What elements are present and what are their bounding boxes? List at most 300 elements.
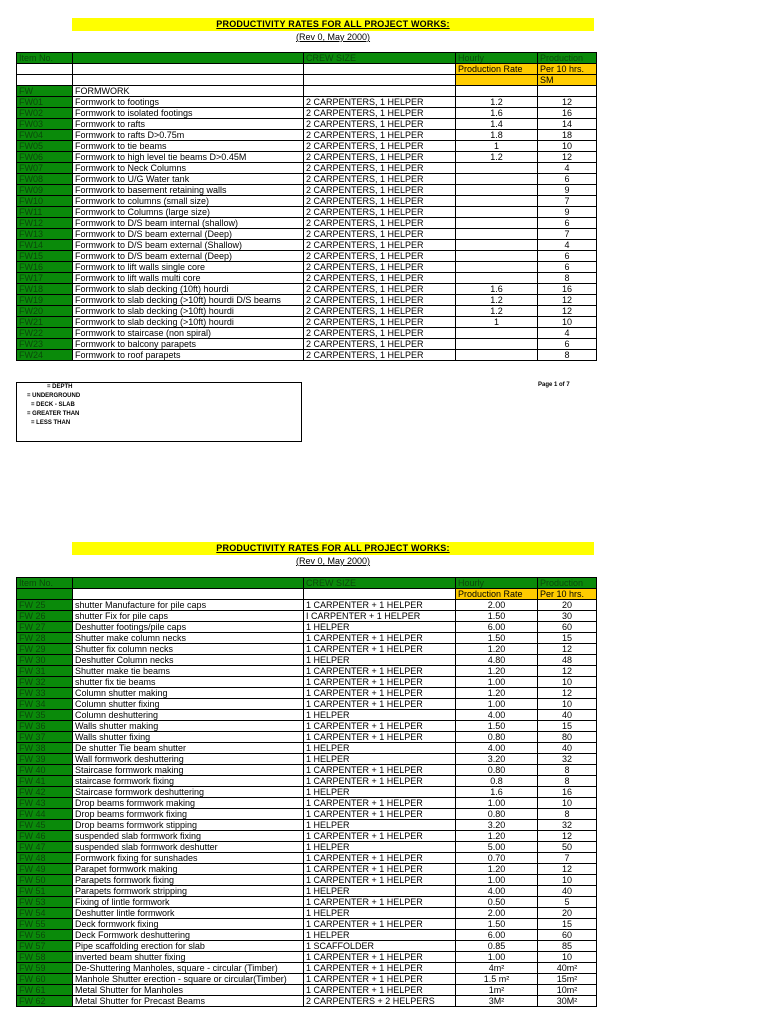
crew-size: 1 CARPENTER + 1 HELPER: [304, 963, 456, 974]
item-code: FW 30: [17, 655, 73, 666]
crew-size: 1 HELPER: [304, 820, 456, 831]
production-per-10-hrs: 10: [538, 677, 597, 688]
item-code: FW 59: [17, 963, 73, 974]
production-per-10-hrs: 8: [538, 273, 597, 284]
crew-size: 2 CARPENTERS, 1 HELPER: [304, 240, 456, 251]
header-item-no: Item No.: [17, 53, 73, 64]
production-per-10-hrs: 9: [538, 185, 597, 196]
table-row: [17, 600, 597, 611]
item-code: FW14: [17, 240, 73, 251]
item-code: FW05: [17, 141, 73, 152]
item-description: Shutter make tie beams: [73, 666, 304, 677]
production-per-10-hrs: 10: [538, 952, 597, 963]
item-description: Parapet formwork making: [73, 864, 304, 875]
header-row-3: [17, 75, 597, 86]
item-code: FW 44: [17, 809, 73, 820]
item-description: Metal Shutter for Manholes: [73, 985, 304, 996]
crew-size: 2 CARPENTERS, 1 HELPER: [304, 317, 456, 328]
item-code: FW 31: [17, 666, 73, 677]
item-description: Drop beams formwork stipping: [73, 820, 304, 831]
table-row: [17, 732, 597, 743]
item-code: FW 37: [17, 732, 73, 743]
item-description: Parapets formwork stripping: [73, 886, 304, 897]
table-row: [17, 174, 597, 185]
crew-size: 1 HELPER: [304, 930, 456, 941]
header-unit: SM: [538, 75, 597, 86]
table-row: [17, 328, 597, 339]
table-row: [17, 240, 597, 251]
hourly-rate: 1m²: [456, 985, 538, 996]
table-row: [17, 710, 597, 721]
production-per-10-hrs: 12: [538, 644, 597, 655]
item-code: FW17: [17, 273, 73, 284]
item-description: Formwork to balcony parapets: [73, 339, 304, 350]
crew-size: 1 CARPENTER + 1 HELPER: [304, 688, 456, 699]
header-production-rate: Production Rate: [456, 589, 538, 600]
crew-size: 1 HELPER: [304, 754, 456, 765]
hourly-rate: [456, 185, 538, 196]
blank-cell: [73, 75, 304, 86]
table-row: [17, 864, 597, 875]
hourly-rate: 1.50: [456, 721, 538, 732]
legend-item: = DEPTH: [47, 384, 73, 390]
item-code: FW01: [17, 97, 73, 108]
hourly-rate: 1: [456, 141, 538, 152]
production-per-10-hrs: 16: [538, 108, 597, 119]
hourly-rate: 6.00: [456, 930, 538, 941]
legend-box: [16, 382, 302, 442]
item-description: shutter fix tie beams: [73, 677, 304, 688]
item-description: Formwork to tie beams: [73, 141, 304, 152]
hourly-rate: 1.6: [456, 787, 538, 798]
blank-cell: [456, 75, 538, 86]
production-per-10-hrs: 8: [538, 350, 597, 361]
header-row-2: [17, 589, 597, 600]
header-description: [73, 53, 304, 64]
crew-size: 1 CARPENTER + 1 HELPER: [304, 952, 456, 963]
item-code: FW 32: [17, 677, 73, 688]
crew-size: 1 CARPENTER + 1 HELPER: [304, 732, 456, 743]
production-per-10-hrs: 32: [538, 754, 597, 765]
hourly-rate: 1.20: [456, 831, 538, 842]
table-row: [17, 644, 597, 655]
production-per-10-hrs: 7: [538, 196, 597, 207]
item-code: FW 34: [17, 699, 73, 710]
item-description: Formwork to D/S beam external (Shallow): [73, 240, 304, 251]
page-title: PRODUCTIVITY RATES FOR ALL PROJECT WORKS:: [72, 18, 594, 31]
crew-size: 1 CARPENTER + 1 HELPER: [304, 677, 456, 688]
table-row: [17, 229, 597, 240]
production-per-10-hrs: 15: [538, 633, 597, 644]
item-description: Deck Formwork deshuttering: [73, 930, 304, 941]
production-per-10-hrs: 4: [538, 240, 597, 251]
production-per-10-hrs: 6: [538, 251, 597, 262]
item-description: Walls shutter making: [73, 721, 304, 732]
table-row: [17, 721, 597, 732]
crew-size: 1 CARPENTER + 1 HELPER: [304, 633, 456, 644]
table-row: [17, 754, 597, 765]
hourly-rate: 1.20: [456, 688, 538, 699]
hourly-rate: 1.20: [456, 864, 538, 875]
table-row: [17, 952, 597, 963]
crew-size: 2 CARPENTERS, 1 HELPER: [304, 196, 456, 207]
crew-size: 2 CARPENTERS, 1 HELPER: [304, 339, 456, 350]
section-row: [17, 86, 597, 97]
crew-size: 1 CARPENTER + 1 HELPER: [304, 864, 456, 875]
blank-cell: [304, 589, 456, 600]
item-code: FW 29: [17, 644, 73, 655]
header-crew-size: CREW SIZE: [304, 53, 456, 64]
hourly-rate: 4m²: [456, 963, 538, 974]
item-description: Shutter fix column necks: [73, 644, 304, 655]
item-code: FW16: [17, 262, 73, 273]
production-per-10-hrs: 9: [538, 207, 597, 218]
item-description: Column shutter fixing: [73, 699, 304, 710]
hourly-rate: 1: [456, 317, 538, 328]
blank-cell: [538, 86, 597, 97]
item-code: FW 46: [17, 831, 73, 842]
item-description: shutter Manufacture for pile caps: [73, 600, 304, 611]
crew-size: 1 CARPENTER + 1 HELPER: [304, 644, 456, 655]
hourly-rate: 1.2: [456, 306, 538, 317]
item-code: FW 39: [17, 754, 73, 765]
blank-cell: [304, 64, 456, 75]
item-description: Column shutter making: [73, 688, 304, 699]
crew-size: 2 CARPENTERS, 1 HELPER: [304, 306, 456, 317]
production-per-10-hrs: 8: [538, 765, 597, 776]
production-per-10-hrs: 30: [538, 611, 597, 622]
table-2-body: [17, 600, 597, 1007]
item-code: FW 35: [17, 710, 73, 721]
item-code: FW 40: [17, 765, 73, 776]
item-description: Formwork to roof parapets: [73, 350, 304, 361]
hourly-rate: 1.50: [456, 919, 538, 930]
legend-item: = UNDERGROUND: [27, 393, 81, 399]
header-per-10-hrs: Per 10 hrs.: [538, 589, 597, 600]
table-row: [17, 919, 597, 930]
crew-size: 2 CARPENTERS, 1 HELPER: [304, 262, 456, 273]
production-per-10-hrs: 12: [538, 688, 597, 699]
production-per-10-hrs: 16: [538, 284, 597, 295]
item-code: FW 45: [17, 820, 73, 831]
crew-size: 2 CARPENTERS, 1 HELPER: [304, 97, 456, 108]
hourly-rate: 1.2: [456, 152, 538, 163]
crew-size: 2 CARPENTERS, 1 HELPER: [304, 185, 456, 196]
production-per-10-hrs: 4: [538, 328, 597, 339]
crew-size: 1 CARPENTER + 1 HELPER: [304, 853, 456, 864]
table-row: [17, 350, 597, 361]
hourly-rate: 1.50: [456, 633, 538, 644]
hourly-rate: 3.20: [456, 820, 538, 831]
item-code: FW 54: [17, 908, 73, 919]
hourly-rate: [456, 163, 538, 174]
item-code: FW 42: [17, 787, 73, 798]
item-description: Formwork to high level tie beams D>0.45M: [73, 152, 304, 163]
hourly-rate: 3.20: [456, 754, 538, 765]
production-per-10-hrs: 12: [538, 295, 597, 306]
item-description: Formwork to isolated footings: [73, 108, 304, 119]
crew-size: 1 CARPENTER + 1 HELPER: [304, 798, 456, 809]
hourly-rate: 3M²: [456, 996, 538, 1007]
table-row: [17, 108, 597, 119]
table-row: [17, 787, 597, 798]
table-row: [17, 611, 597, 622]
production-per-10-hrs: 10: [538, 699, 597, 710]
production-per-10-hrs: 7: [538, 853, 597, 864]
item-description: Formwork to slab decking (>10ft) hourdi: [73, 317, 304, 328]
crew-size: 2 CARPENTERS, 1 HELPER: [304, 130, 456, 141]
production-per-10-hrs: 30M²: [538, 996, 597, 1007]
crew-size: 2 CARPENTERS, 1 HELPER: [304, 119, 456, 130]
item-description: staircase formwork fixing: [73, 776, 304, 787]
section-label: FORMWORK: [73, 86, 304, 97]
item-code: FW22: [17, 328, 73, 339]
hourly-rate: 1.6: [456, 108, 538, 119]
item-code: FW20: [17, 306, 73, 317]
table-row: [17, 262, 597, 273]
production-per-10-hrs: 10m²: [538, 985, 597, 996]
production-per-10-hrs: 85: [538, 941, 597, 952]
crew-size: 2 CARPENTERS, 1 HELPER: [304, 284, 456, 295]
table-row: [17, 908, 597, 919]
crew-size: 1 CARPENTER + 1 HELPER: [304, 974, 456, 985]
item-code: FW18: [17, 284, 73, 295]
table-row: [17, 776, 597, 787]
table-row: [17, 996, 597, 1007]
production-per-10-hrs: 10: [538, 141, 597, 152]
crew-size: 1 HELPER: [304, 622, 456, 633]
table-row: [17, 317, 597, 328]
table-row: [17, 273, 597, 284]
blank-cell: [304, 75, 456, 86]
production-per-10-hrs: 32: [538, 820, 597, 831]
item-description: Deck formwork fixing: [73, 919, 304, 930]
hourly-rate: [456, 196, 538, 207]
item-description: Metal Shutter for Precast Beams: [73, 996, 304, 1007]
header-item-no: Item No.: [17, 578, 73, 589]
hourly-rate: 2.00: [456, 600, 538, 611]
crew-size: 1 CARPENTER + 1 HELPER: [304, 765, 456, 776]
item-description: Deshutter Column necks: [73, 655, 304, 666]
table-row: [17, 622, 597, 633]
table-row: [17, 765, 597, 776]
hourly-rate: 4.00: [456, 710, 538, 721]
item-description: Walls shutter fixing: [73, 732, 304, 743]
production-per-10-hrs: 40m²: [538, 963, 597, 974]
table-row: [17, 119, 597, 130]
item-code: FW15: [17, 251, 73, 262]
productivity-table-2: [16, 577, 597, 1007]
crew-size: 1 HELPER: [304, 710, 456, 721]
item-description: Fixing of lintle formwork: [73, 897, 304, 908]
blank-cell: [304, 86, 456, 97]
table-row: [17, 633, 597, 644]
hourly-rate: 1.8: [456, 130, 538, 141]
hourly-rate: 1.5 m²: [456, 974, 538, 985]
table-row: [17, 251, 597, 262]
hourly-rate: [456, 207, 538, 218]
hourly-rate: 0.80: [456, 732, 538, 743]
crew-size: 1 HELPER: [304, 743, 456, 754]
table-row: [17, 295, 597, 306]
item-code: FW21: [17, 317, 73, 328]
table-row: [17, 284, 597, 295]
table-row: [17, 699, 597, 710]
item-description: inverted beam shutter fixing: [73, 952, 304, 963]
crew-size: 1 HELPER: [304, 886, 456, 897]
production-per-10-hrs: 18: [538, 130, 597, 141]
item-code: FW07: [17, 163, 73, 174]
hourly-rate: [456, 262, 538, 273]
production-per-10-hrs: 60: [538, 622, 597, 633]
item-description: suspended slab formwork deshutter: [73, 842, 304, 853]
hourly-rate: 1.00: [456, 952, 538, 963]
productivity-table-1: [16, 52, 597, 361]
item-code: FW23: [17, 339, 73, 350]
production-per-10-hrs: 40: [538, 743, 597, 754]
header-hourly: Hourly: [456, 53, 538, 64]
header-row: [17, 53, 597, 64]
table-row: [17, 853, 597, 864]
item-code: FW 48: [17, 853, 73, 864]
item-code: FW10: [17, 196, 73, 207]
table-row: [17, 897, 597, 908]
production-per-10-hrs: 12: [538, 97, 597, 108]
hourly-rate: 6.00: [456, 622, 538, 633]
crew-size: 1 HELPER: [304, 842, 456, 853]
item-description: suspended slab formwork fixing: [73, 831, 304, 842]
production-per-10-hrs: 60: [538, 930, 597, 941]
table-row: [17, 339, 597, 350]
production-per-10-hrs: 6: [538, 339, 597, 350]
hourly-rate: 1.2: [456, 97, 538, 108]
production-per-10-hrs: 10: [538, 317, 597, 328]
hourly-rate: [456, 328, 538, 339]
production-per-10-hrs: 15: [538, 721, 597, 732]
page-number: Page 1 of 7: [538, 382, 570, 388]
production-per-10-hrs: 40: [538, 710, 597, 721]
table-row: [17, 974, 597, 985]
blank-cell: [17, 64, 73, 75]
header-production: Production: [538, 578, 597, 589]
hourly-rate: [456, 174, 538, 185]
table-row: [17, 688, 597, 699]
crew-size: 1 CARPENTER + 1 HELPER: [304, 875, 456, 886]
item-description: Formwork to footings: [73, 97, 304, 108]
production-per-10-hrs: 80: [538, 732, 597, 743]
crew-size: 2 CARPENTERS, 1 HELPER: [304, 273, 456, 284]
hourly-rate: 1.2: [456, 295, 538, 306]
production-per-10-hrs: 16: [538, 787, 597, 798]
crew-size: 1 CARPENTER + 1 HELPER: [304, 699, 456, 710]
item-description: Formwork to lift walls multi core: [73, 273, 304, 284]
hourly-rate: 1.00: [456, 677, 538, 688]
header-description: [73, 578, 304, 589]
blank-cell: [73, 64, 304, 75]
table-row: [17, 163, 597, 174]
item-code: FW 36: [17, 721, 73, 732]
item-code: FW 57: [17, 941, 73, 952]
crew-size: 1 HELPER: [304, 655, 456, 666]
item-code: FW 41: [17, 776, 73, 787]
revision-label: (Rev 0, May 2000): [295, 32, 371, 42]
item-code: FW 50: [17, 875, 73, 886]
crew-size: 2 CARPENTERS, 1 HELPER: [304, 350, 456, 361]
production-per-10-hrs: 7: [538, 229, 597, 240]
production-per-10-hrs: 40: [538, 886, 597, 897]
crew-size: 1 HELPER: [304, 908, 456, 919]
blank-cell: [73, 589, 304, 600]
item-description: Staircase formwork making: [73, 765, 304, 776]
header-row: [17, 578, 597, 589]
section-code: FW: [17, 86, 73, 97]
item-description: Wall formwork deshuttering: [73, 754, 304, 765]
production-per-10-hrs: 8: [538, 809, 597, 820]
item-description: Formwork to D/S beam external (Deep): [73, 229, 304, 240]
item-description: Parapets formwork fixing: [73, 875, 304, 886]
item-code: FW09: [17, 185, 73, 196]
item-code: FW 47: [17, 842, 73, 853]
table-row: [17, 842, 597, 853]
item-code: FW 28: [17, 633, 73, 644]
hourly-rate: 1.00: [456, 875, 538, 886]
production-per-10-hrs: 8: [538, 776, 597, 787]
legend-item: = GREATER THAN: [27, 411, 80, 417]
crew-size: 1 CARPENTER + 1 HELPER: [304, 897, 456, 908]
item-code: FW 51: [17, 886, 73, 897]
production-per-10-hrs: 10: [538, 798, 597, 809]
blank-cell: [17, 589, 73, 600]
table-row: [17, 886, 597, 897]
page-title-2: PRODUCTIVITY RATES FOR ALL PROJECT WORKS:: [72, 542, 594, 555]
header-production-rate: Production Rate: [456, 64, 538, 75]
item-description: Formwork to slab decking (>10ft) hourdi: [73, 306, 304, 317]
table-row: [17, 743, 597, 754]
item-code: FW 61: [17, 985, 73, 996]
item-description: Formwork to D/S beam internal (shallow): [73, 218, 304, 229]
item-code: FW12: [17, 218, 73, 229]
table-row: [17, 185, 597, 196]
table-row: [17, 655, 597, 666]
item-description: Deshutter footings/pile caps: [73, 622, 304, 633]
table-row: [17, 963, 597, 974]
hourly-rate: 1.20: [456, 644, 538, 655]
hourly-rate: 1.4: [456, 119, 538, 130]
legend-item: = LESS THAN: [31, 420, 71, 426]
production-per-10-hrs: 5: [538, 897, 597, 908]
crew-size: 1 CARPENTER + 1 HELPER: [304, 776, 456, 787]
header-row-2: [17, 64, 597, 75]
production-per-10-hrs: 50: [538, 842, 597, 853]
item-description: De-Shuttering Manholes, square - circular (Timber): [73, 963, 304, 974]
header-production: Production: [538, 53, 597, 64]
table-row: [17, 130, 597, 141]
crew-size: 2 CARPENTERS, 1 HELPER: [304, 207, 456, 218]
crew-size: 1 HELPER: [304, 787, 456, 798]
item-description: Formwork to slab decking (10ft) hourdi: [73, 284, 304, 295]
item-description: Formwork fixing for sunshades: [73, 853, 304, 864]
hourly-rate: [456, 339, 538, 350]
item-description: Formwork to columns (small size): [73, 196, 304, 207]
crew-size: 2 CARPENTERS, 1 HELPER: [304, 141, 456, 152]
item-code: FW06: [17, 152, 73, 163]
production-per-10-hrs: 15m²: [538, 974, 597, 985]
crew-size: 2 CARPENTERS, 1 HELPER: [304, 108, 456, 119]
item-code: FW 43: [17, 798, 73, 809]
table-row: [17, 666, 597, 677]
item-code: FW 56: [17, 930, 73, 941]
hourly-rate: [456, 229, 538, 240]
